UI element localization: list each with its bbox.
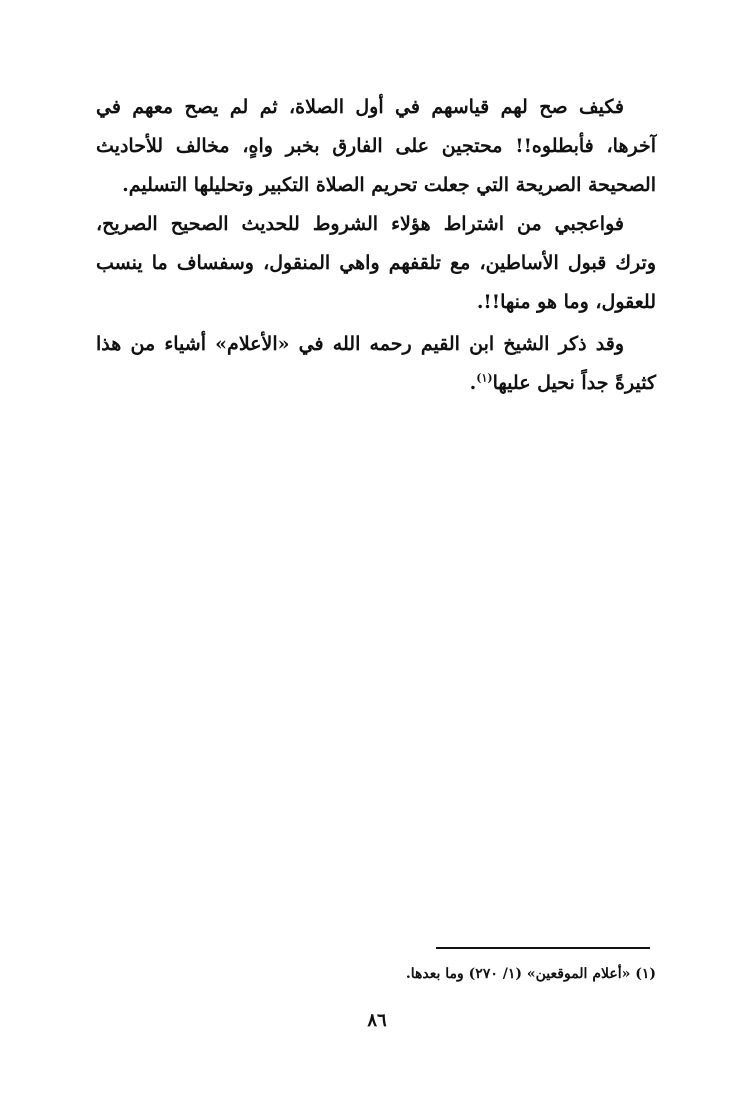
paragraph-text: فواعجبي من اشتراط هؤلاء الشروط للحديث الصحيح الصريح، وترك قبول الأساطين، مع تلقفهم واهي المنقول، وسفساف ما ينسب للعقول، وما هو منها!!.	[96, 213, 656, 313]
paragraph-end-punctuation: .	[469, 372, 477, 394]
paragraph-container	[96, 325, 656, 403]
paragraph-text: وقد ذكر الشيخ ابن القيم رحمه الله في «الأعلام» أشياء من هذا كثيرةً جداً نحيل عليها	[96, 333, 656, 394]
footnote-reference: (١)	[476, 371, 493, 385]
paragraph-text: فكيف صح لهم قياسهم في أول الصلاة، ثم لم يصح معهم في آخرها، فأبطلوه!! محتجين على الفارق بخبر واهٍ، مخالف للأحاديث الصحيحة الصريحة التي جعلت تحريم الصلاة التكبير وتحليلها التسليم.	[96, 96, 656, 196]
body-paragraph-1	[96, 88, 656, 205]
body-paragraph-2	[96, 205, 656, 322]
footnote: (١) «أعلام الموقعين» (١/ ٢٧٠) وما بعدها.	[405, 966, 656, 982]
page-number: ٨٦	[367, 1010, 387, 1031]
body-paragraph-3	[96, 325, 656, 403]
footnote-separator	[436, 947, 650, 949]
